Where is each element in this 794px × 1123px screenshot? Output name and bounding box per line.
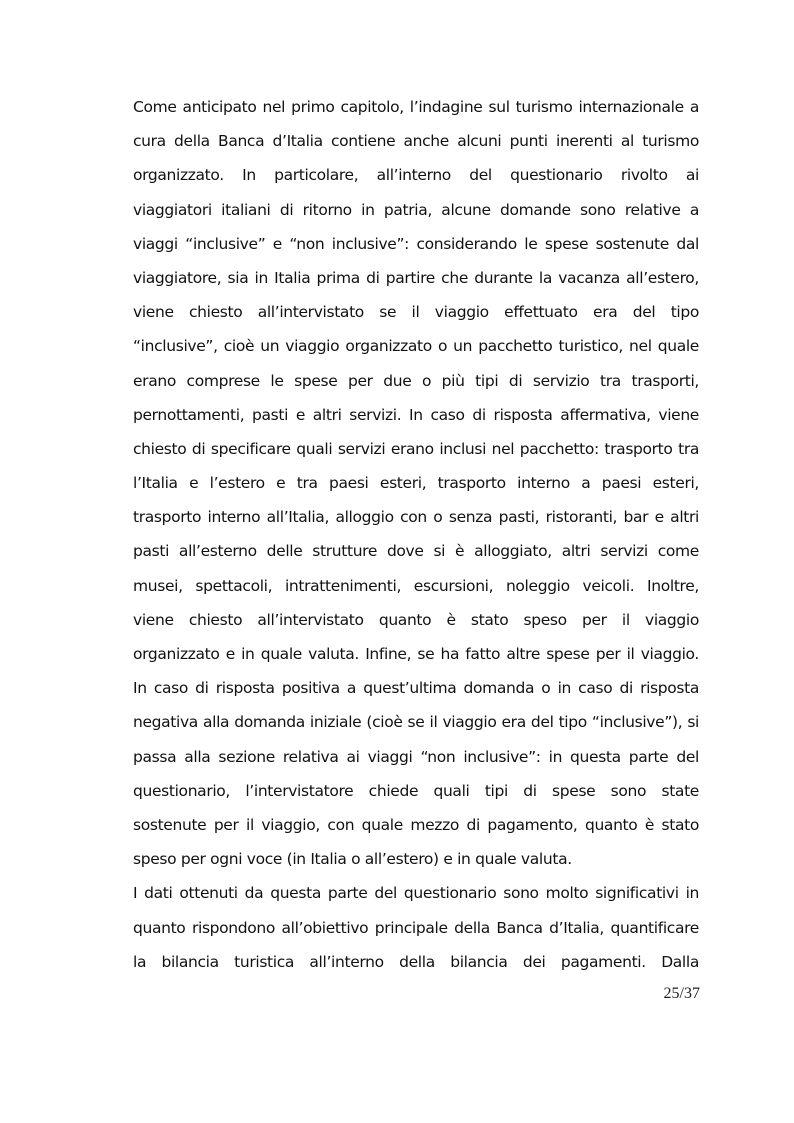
text-line: pernottamenti, pasti e altri servizi. In caso di risposta affermativa, viene — [133, 405, 699, 424]
body-text — [133, 90, 699, 979]
text-line: organizzato e in quale valuta. Infine, se ha fatto altre spese per il viaggio. — [133, 645, 699, 663]
text-line: “inclusive”, cioè un viaggio organizzato o un pacchetto turistico, nel quale — [133, 337, 699, 356]
text-line: chiesto di specificare quali servizi erano inclusi nel pacchetto: trasporto tra — [133, 439, 699, 458]
text-line: musei, spettacoli, intrattenimenti, escursioni, noleggio veicoli. Inoltre, — [133, 576, 699, 595]
text-line: cura della Banca d’Italia contiene anche alcuni punti inerenti al turismo — [133, 132, 699, 151]
text-line: In caso di risposta positiva a quest’ultima domanda o in caso di risposta — [133, 679, 699, 698]
text-line: passa alla sezione relativa ai viaggi “non inclusive”: in questa parte del — [133, 747, 699, 766]
text-line: sostenute per il viaggio, con quale mezzo di pagamento, quanto è stato — [133, 815, 699, 834]
text-line: viaggi “inclusive” e “non inclusive”: considerando le spese sostenute dal — [133, 234, 699, 253]
text-line: pasti all’esterno delle strutture dove si è alloggiato, altri servizi come — [133, 542, 699, 561]
text-line: erano comprese le spese per due o più tipi di servizio tra trasporti, — [133, 371, 699, 390]
text-line: trasporto interno all’Italia, alloggio con o senza pasti, ristoranti, bar e altri — [133, 508, 699, 527]
text-line: I dati ottenuti da questa parte del questionario sono molto significativi in — [133, 884, 699, 903]
text-line: la bilancia turistica all’interno della bilancia dei pagamenti. Dalla — [133, 952, 699, 971]
text-line: speso per ogni voce (in Italia o all’estero) e in quale valuta. — [133, 850, 572, 869]
text-line: quanto rispondono all’obiettivo principale della Banca d’Italia, quantificare — [133, 918, 699, 937]
text-line: viaggiatori italiani di ritorno in patria, alcune domande sono relative a — [133, 200, 699, 219]
text-line: organizzato. In particolare, all’interno del questionario rivolto ai — [133, 166, 699, 185]
text-line: viene chiesto all’intervistato quanto è stato speso per il viaggio — [133, 610, 699, 629]
text-line: l’Italia e l’estero e tra paesi esteri, trasporto interno a paesi esteri, — [133, 474, 699, 493]
text-line: viene chiesto all’intervistato se il viaggio effettuato era del tipo — [133, 303, 699, 322]
text-line: questionario, l’intervistatore chiede quali tipi di spese sono state — [133, 781, 699, 800]
text-line: Come anticipato nel primo capitolo, l’indagine sul turismo internazionale a — [133, 98, 699, 116]
text-line: negativa alla domanda iniziale (cioè se il viaggio era del tipo “inclusive”), si — [133, 713, 699, 732]
page-number: 25/37 — [663, 985, 700, 1002]
text-line: viaggiatore, sia in Italia prima di partire che durante la vacanza all’estero, — [133, 268, 699, 287]
